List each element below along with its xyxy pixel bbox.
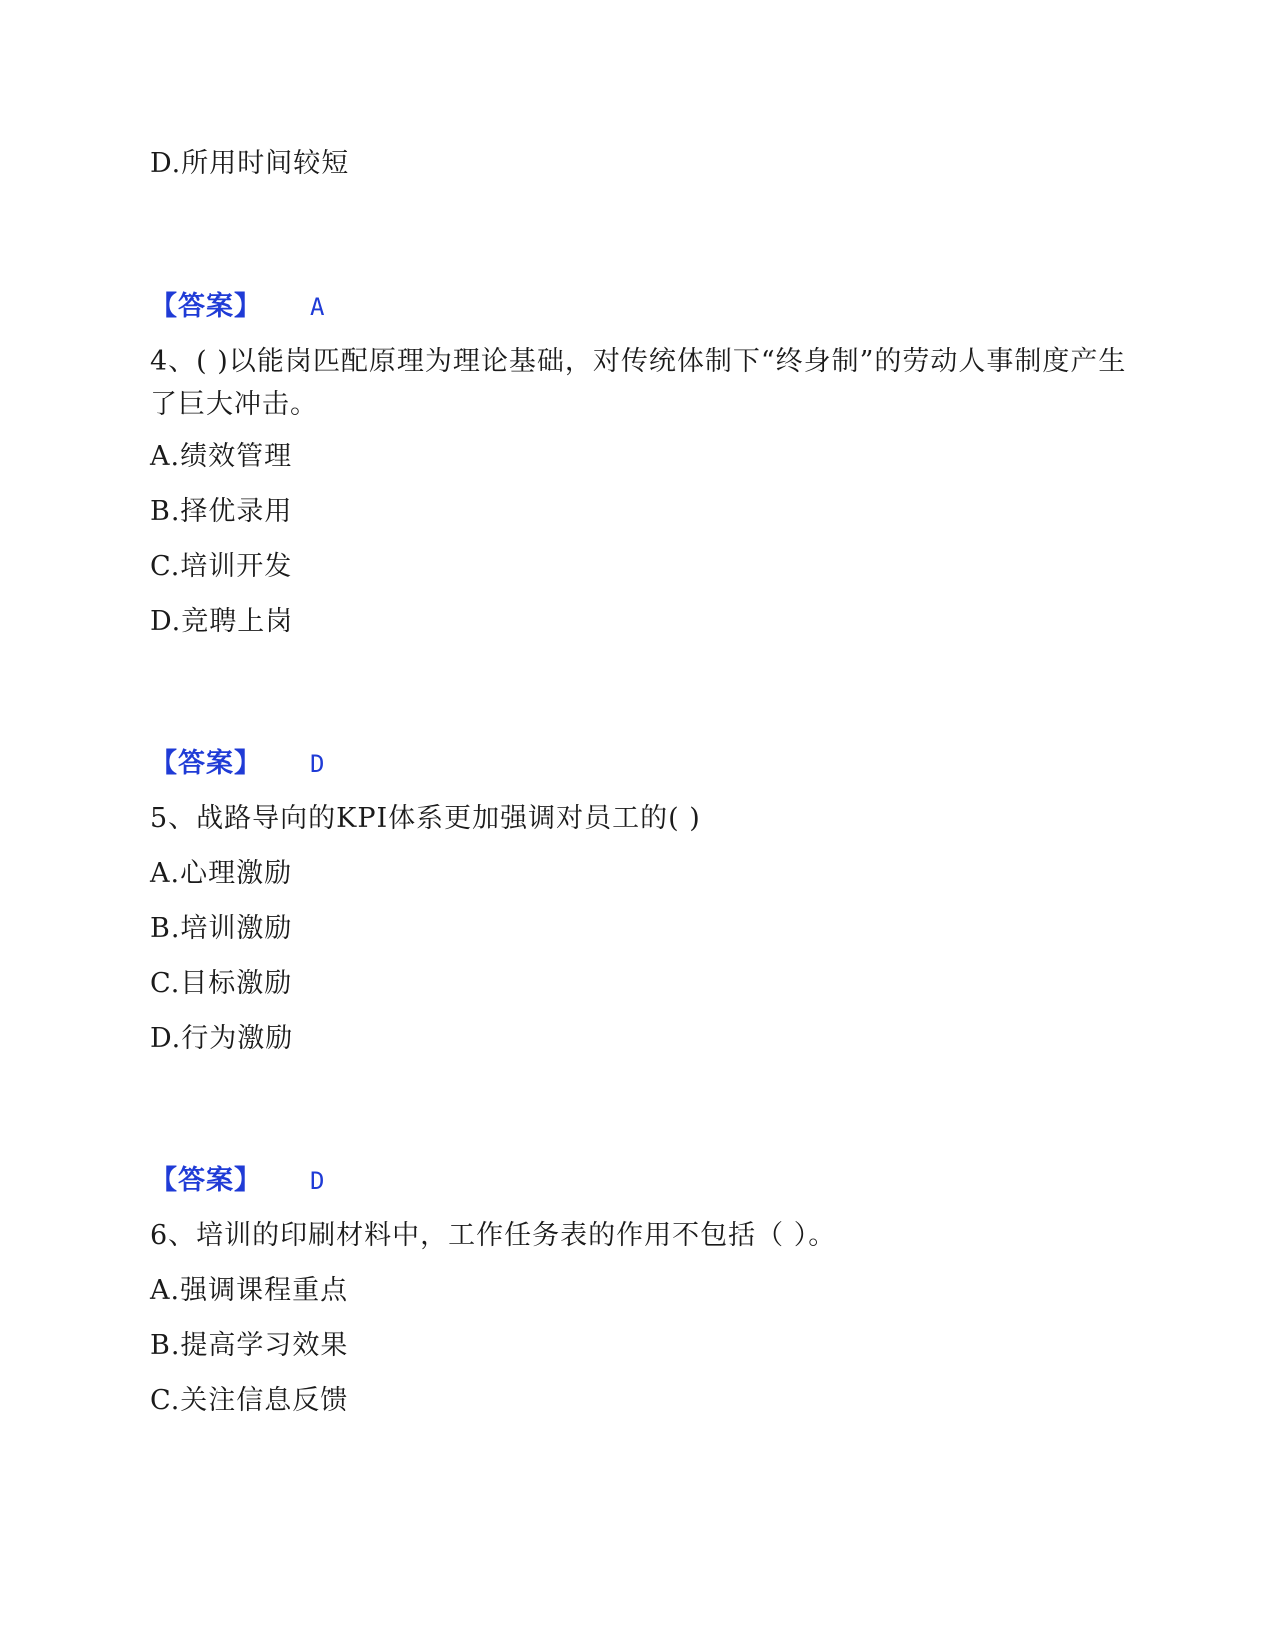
answer-value: D <box>310 750 326 778</box>
answer-value: D <box>310 1167 326 1195</box>
answer-label: 【答案】 <box>150 1165 262 1196</box>
q4-option-b: B.择优录用 <box>150 496 293 527</box>
answer-label: 【答案】 <box>150 748 262 779</box>
q6-option-c: C.关注信息反馈 <box>150 1385 349 1416</box>
q6-option-a: A.强调课程重点 <box>150 1275 349 1306</box>
q4-option-c: C.培训开发 <box>150 551 293 582</box>
q6-stem: 6、培训的印刷材料中，工作任务表的作用不包括（ ）。 <box>150 1220 837 1251</box>
q3-answer <box>150 290 325 324</box>
q4-option-a: A.绩效管理 <box>150 441 293 472</box>
answer-value: A <box>310 293 326 321</box>
q4-answer <box>150 747 325 781</box>
q5-answer <box>150 1164 325 1198</box>
q5-option-b: B.培训激励 <box>150 913 293 944</box>
q5-option-a: A.心理激励 <box>150 858 293 889</box>
q5-option-c: C.目标激励 <box>150 968 293 999</box>
q6-option-b: B.提高学习效果 <box>150 1330 349 1361</box>
q4-stem: 4、( )以能岗匹配原理为理论基础，对传统体制下“终身制”的劳动人事制度产生了巨大冲击。 <box>150 346 1127 420</box>
q5-option-d: D.行为激励 <box>150 1023 294 1054</box>
q4-option-d: D.竞聘上岗 <box>150 606 294 637</box>
q5-stem: 5、战路导向的KPI体系更加强调对员工的( ) <box>150 803 701 834</box>
answer-label: 【答案】 <box>150 291 262 322</box>
q3-option-d: D.所用时间较短 <box>150 148 350 179</box>
